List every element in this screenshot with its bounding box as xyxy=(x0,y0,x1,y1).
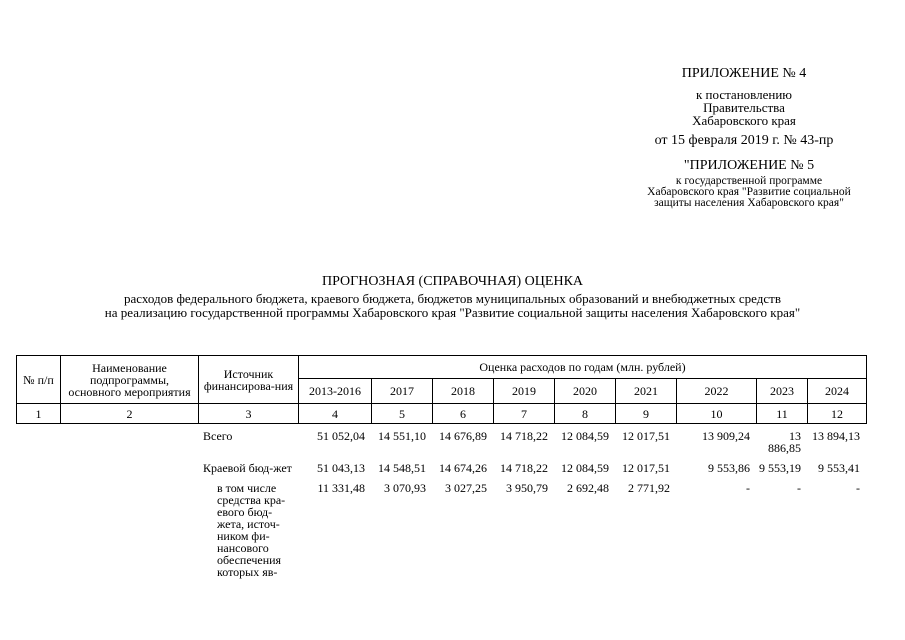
annex-inner-line-2: к государственной программе xyxy=(675,175,823,187)
header-year: 2013-2016 xyxy=(299,379,372,404)
value-cell: 14 674,26 xyxy=(439,461,487,475)
value-cell: 2 771,92 xyxy=(628,481,670,495)
value-cell: 13 886,85 xyxy=(768,429,801,455)
document-subtitle xyxy=(0,292,905,320)
header-name: Наименование подпрограммы, основного мероприятия xyxy=(61,356,199,404)
column-number: 10 xyxy=(677,404,757,424)
value-cell: 51 052,04 xyxy=(317,429,365,443)
table-row xyxy=(16,429,866,461)
value-cell: 11 331,48 xyxy=(317,481,365,495)
value-cell: 3 027,25 xyxy=(445,481,487,495)
value-cell: 14 551,10 xyxy=(378,429,426,443)
value-cell: 14 718,22 xyxy=(500,461,548,475)
value-cell: 13 909,24 xyxy=(702,429,750,443)
value-cell: - xyxy=(797,481,801,495)
value-cell: 9 553,86 xyxy=(708,461,750,475)
header-estimate: Оценка расходов по годам (млн. рублей) xyxy=(299,356,867,379)
subtitle-line-1: расходов федерального бюджета, краевого бюджета, бюджетов муниципальных образований и внебюджетных средств xyxy=(124,291,781,306)
column-number: 1 xyxy=(17,404,61,424)
estimate-table-header xyxy=(16,355,867,424)
value-cell: 12 084,59 xyxy=(561,429,609,443)
value-cell: 9 553,19 xyxy=(759,461,801,475)
source-cell: Краевой бюд-жет xyxy=(203,461,292,475)
value-cell: 12 017,51 xyxy=(622,461,670,475)
table-row xyxy=(16,481,866,585)
column-number: 3 xyxy=(199,404,299,424)
value-cell: 14 548,51 xyxy=(378,461,426,475)
value-cell: 14 718,22 xyxy=(500,429,548,443)
column-number: 12 xyxy=(808,404,867,424)
header-year: 2023 xyxy=(757,379,808,404)
annex-inner-line-4: защиты населения Хабаровского края" xyxy=(654,197,844,209)
document-title: ПРОГНОЗНАЯ (СПРАВОЧНАЯ) ОЦЕНКА xyxy=(321,274,584,289)
value-cell: - xyxy=(746,481,750,495)
annex-number: ПРИЛОЖЕНИЕ № 4 xyxy=(681,66,807,81)
column-number: 2 xyxy=(61,404,199,424)
subtitle-line-2: на реализацию государственной программы Хабаровского края "Развитие социальной защиты населения Хабаровского края" xyxy=(104,305,801,320)
annex-inner-header xyxy=(610,158,888,209)
annex-line-4: Хабаровского края xyxy=(692,113,796,128)
header-year: 2017 xyxy=(372,379,433,404)
value-cell: 12 084,59 xyxy=(561,461,609,475)
source-cell: Всего xyxy=(203,429,233,443)
header-year: 2018 xyxy=(433,379,494,404)
header-source: Источник финансирова-ния xyxy=(199,356,299,404)
table-row xyxy=(16,461,866,481)
value-cell: 14 676,89 xyxy=(439,429,487,443)
header-year: 2021 xyxy=(616,379,677,404)
header-number: № п/п xyxy=(17,356,61,404)
annex-line-3: Правительства xyxy=(703,100,785,115)
value-cell: 12 017,51 xyxy=(622,429,670,443)
column-number: 5 xyxy=(372,404,433,424)
value-cell: 13 894,13 xyxy=(812,429,860,443)
annex-inner-number: "ПРИЛОЖЕНИЕ № 5 xyxy=(683,158,815,173)
column-number: 11 xyxy=(757,404,808,424)
value-cell: 9 553,41 xyxy=(818,461,860,475)
header-year: 2022 xyxy=(677,379,757,404)
annex-date: от 15 февраля 2019 г. № 43-пр xyxy=(654,133,834,148)
annex-header xyxy=(604,66,884,149)
column-number: 9 xyxy=(616,404,677,424)
value-cell: 51 043,13 xyxy=(317,461,365,475)
value-cell: - xyxy=(856,481,860,495)
value-cell: 3 950,79 xyxy=(506,481,548,495)
column-number: 8 xyxy=(555,404,616,424)
annex-inner-line-3: Хабаровского края "Развитие социальной xyxy=(647,186,851,198)
header-year: 2020 xyxy=(555,379,616,404)
estimate-table-body xyxy=(16,429,866,585)
value-cell: 3 070,93 xyxy=(384,481,426,495)
source-cell: в том числе средства кра-евого бюд-жета, источ-ником фи-нансового обеспечения которых яв- xyxy=(217,481,286,579)
column-number: 7 xyxy=(494,404,555,424)
header-year: 2019 xyxy=(494,379,555,404)
value-cell: 2 692,48 xyxy=(567,481,609,495)
header-year: 2024 xyxy=(808,379,867,404)
annex-line-2: к постановлению xyxy=(695,87,793,102)
column-number: 6 xyxy=(433,404,494,424)
column-number: 4 xyxy=(299,404,372,424)
